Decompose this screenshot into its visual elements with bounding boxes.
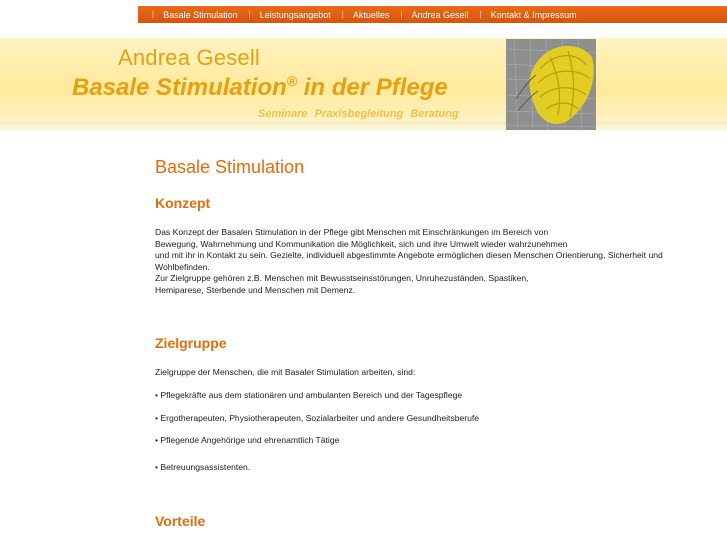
hands-logo-image (506, 39, 596, 130)
banner-shadow (0, 122, 727, 133)
site-title-rest: in der Pflege (297, 74, 448, 101)
nav-item-kontakt-impressum[interactable]: Kontakt & Impressum (490, 9, 577, 20)
konzept-line: und mit ihr in Kontakt zu sein. Gezielte, individuell abgestimmte Angebote ermöglichen diesen Menschen Orientierung, Sicherheit und Wohlbefinden. (155, 250, 663, 272)
section-heading-vorteile: Vorteile (155, 513, 206, 529)
zielgruppe-intro: Zielgruppe der Menschen, die mit Basaler Stimulation arbeiten, sind: (155, 367, 416, 377)
nav-separator: | (479, 10, 482, 19)
nav-item-leistungsangebot[interactable]: Leistungsangebot (259, 9, 331, 20)
section-heading-konzept: Konzept (155, 195, 211, 211)
konzept-line: Hemiparese, Sterbende und Menschen mit Demenz. (155, 284, 356, 295)
konzept-line: Bewegung, Wahrnehmung und Kommunikation die Möglichkeit, sich und ihre Umwelt wieder wahrzunehmen (155, 238, 568, 249)
zielgruppe-list-item: • Pflegekräfte aus dem stationären und ambulanten Bereich und der Tagespflege (155, 390, 463, 400)
nav-separator: | (248, 10, 251, 19)
nav-item-basale-stimulation[interactable]: Basale Stimulation (163, 9, 238, 20)
site-title (72, 73, 448, 102)
hands-drawing (506, 39, 596, 130)
nav-separator: | (341, 10, 344, 19)
site-title-main: Basale Stimulation (72, 74, 287, 101)
page-title: Basale Stimulation (155, 157, 305, 177)
konzept-paragraph (155, 227, 715, 296)
registered-mark: ® (286, 73, 298, 89)
nav-separator: | (152, 10, 155, 19)
zielgruppe-list-item: • Pflegende Angehörige und ehrenamtlich Tätige (155, 435, 340, 445)
zielgruppe-list-item: • Ergotherapeuten, Physiotherapeuten, Sozialarbeiter und andere Gesundheitsberufe (155, 413, 480, 423)
site-owner-name: Andrea Gesell (118, 45, 261, 70)
nav-separator: | (400, 10, 403, 19)
nav-item-aktuelles[interactable]: Aktuelles (352, 9, 390, 20)
section-heading-zielgruppe: Zielgruppe (155, 335, 227, 351)
top-navigation (138, 6, 727, 23)
services-tagline: Seminare Praxisbegleitung Beratung (258, 108, 459, 120)
header-banner (0, 38, 727, 133)
nav-item-andrea-gesell[interactable]: Andrea Gesell (411, 9, 469, 20)
konzept-line: Zur Zielgruppe gehören z.B. Menschen mit Bewusstseinsstörungen, Unruhezuständen, Spastiken, (155, 273, 529, 283)
konzept-line: Das Konzept der Basalen Stimulation in der Pflege gibt Menschen mit Einschränkungen im Bereich von (155, 227, 549, 237)
zielgruppe-list-item: • Betreuungsassistenten. (155, 462, 251, 472)
